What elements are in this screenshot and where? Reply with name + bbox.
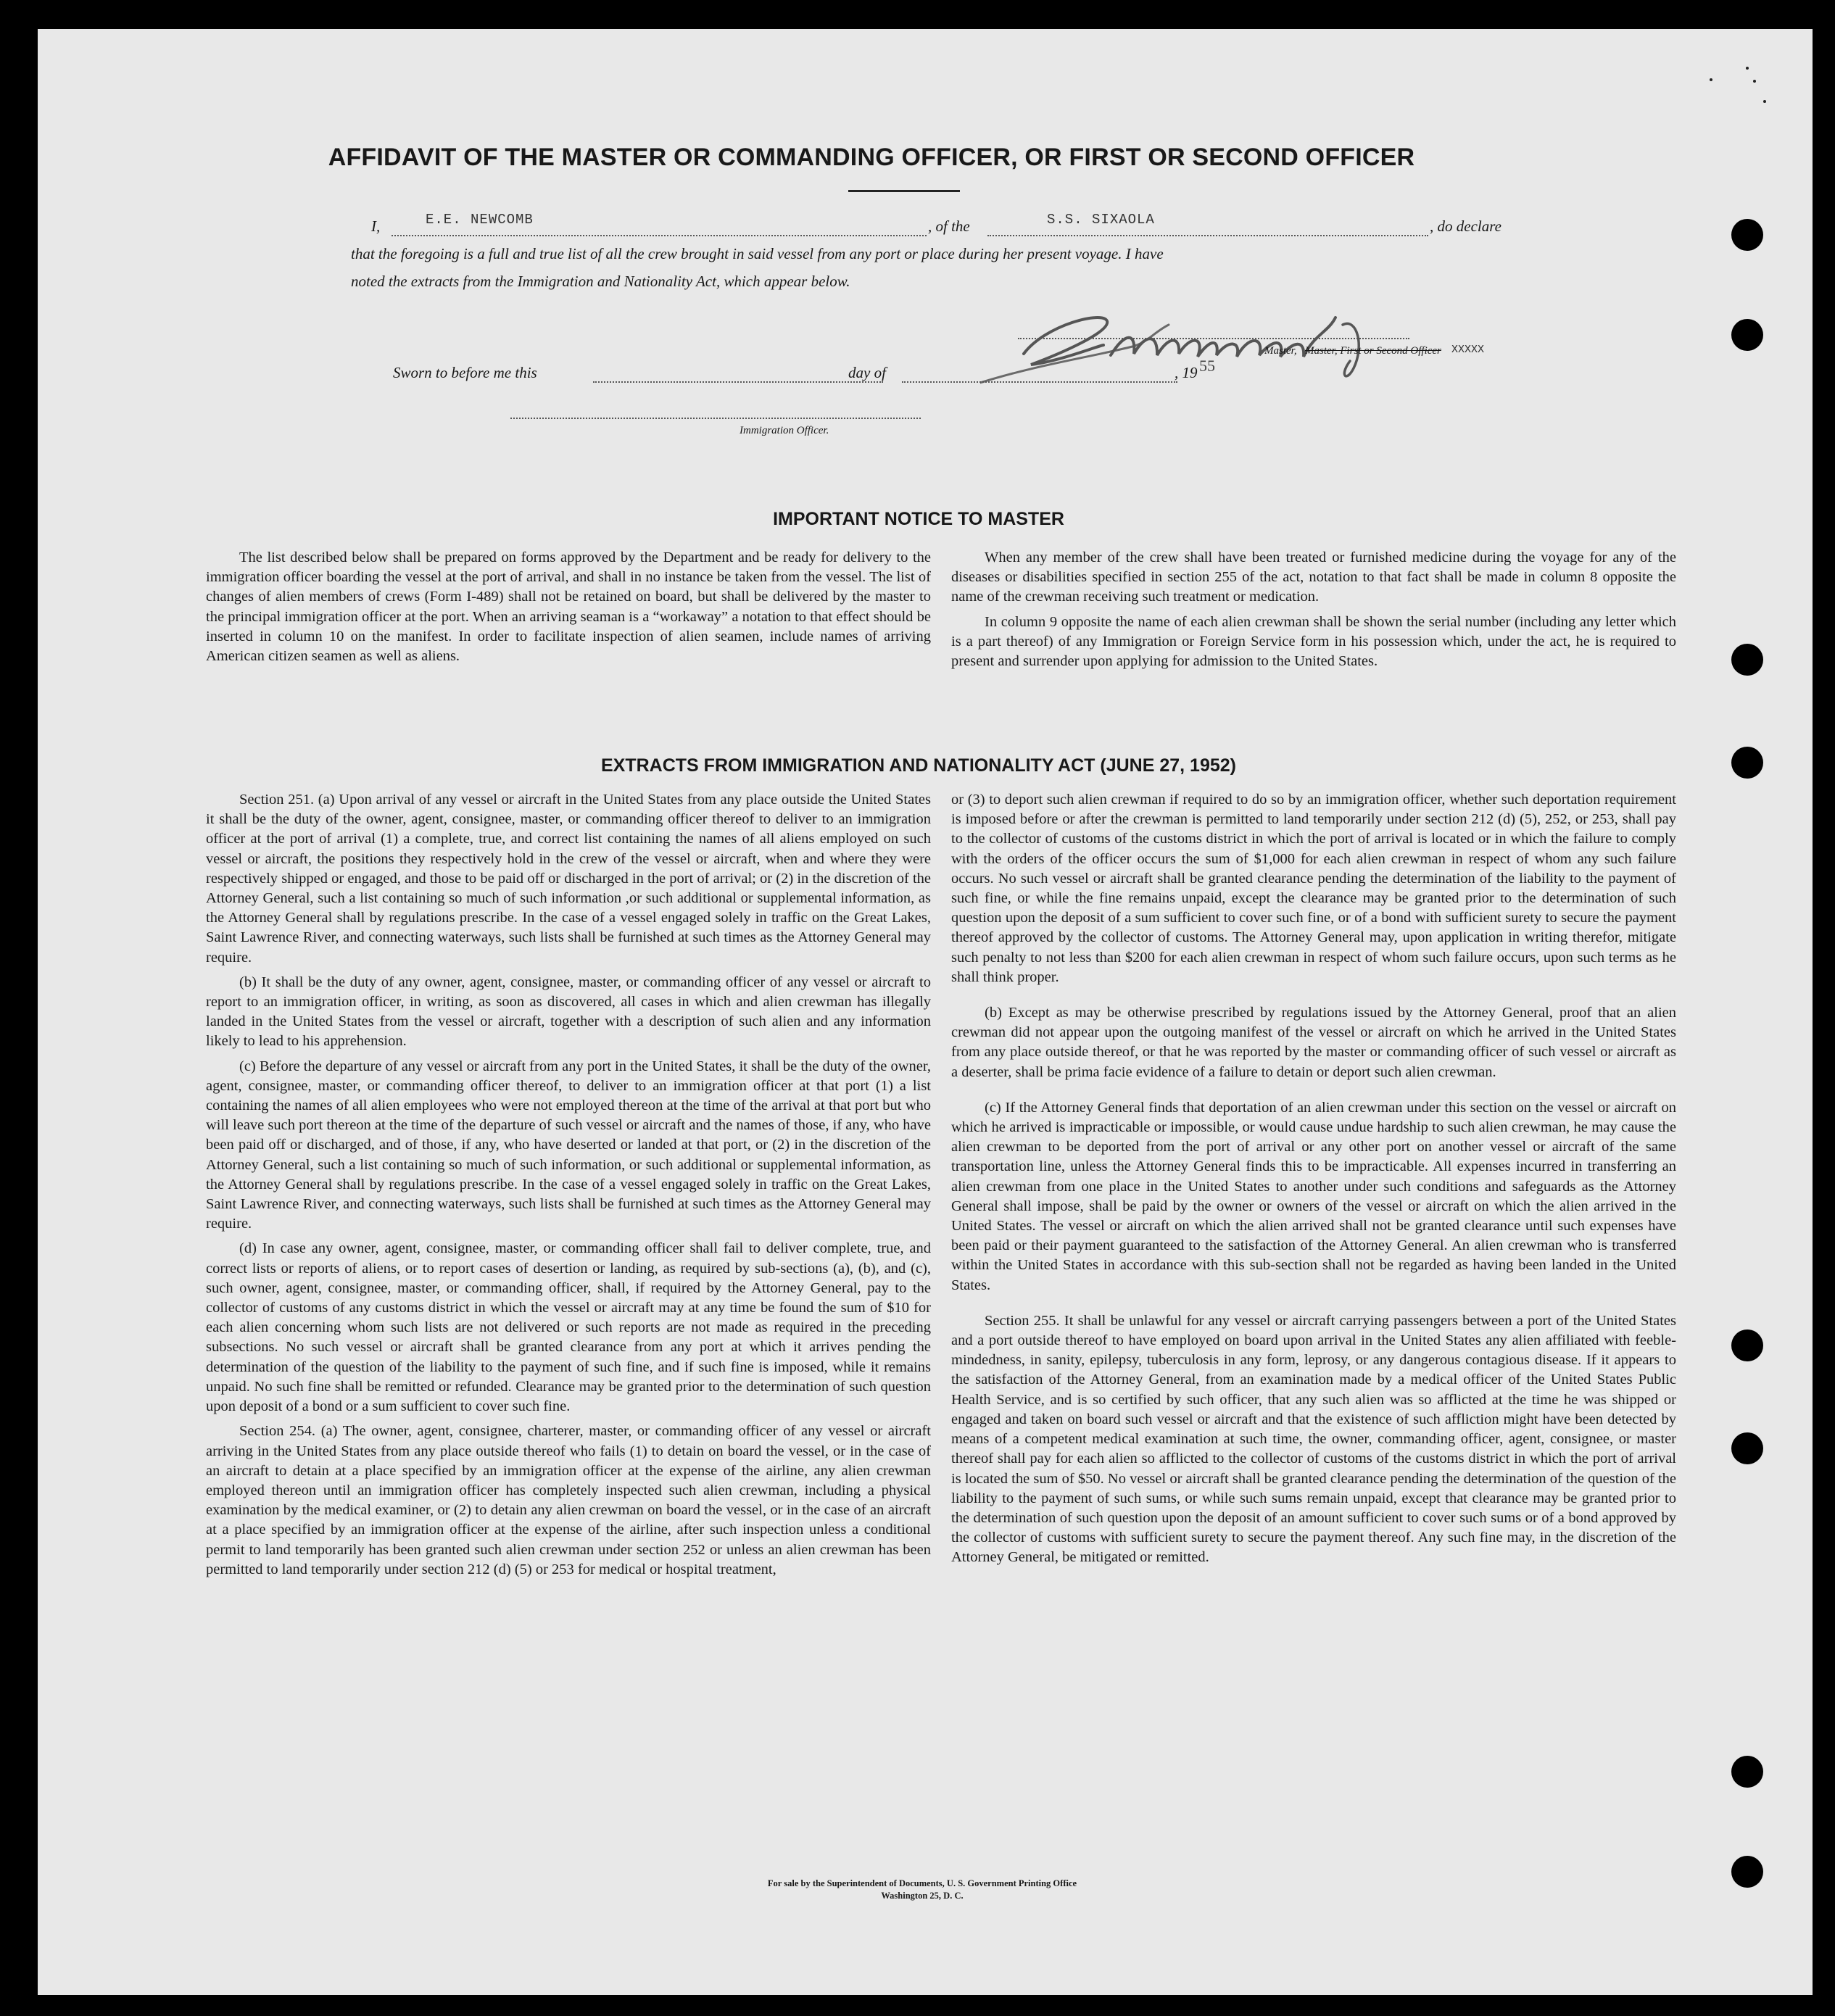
declaration-line-3: noted the extracts from the Immigration and Nationality Act, which appear below. <box>351 273 850 290</box>
affidavit-sheet <box>38 29 1813 1995</box>
punch-hole <box>1731 1856 1763 1888</box>
page-title: AFFIDAVIT OF THE MASTER OR COMMANDING OFFICER, OR FIRST OR SECOND OFFICER <box>328 144 1415 171</box>
punch-hole <box>1731 1756 1763 1788</box>
section-251-a: Section 251. (a) Upon arrival of any vessel or aircraft in the United States from any place outside the United States it shall be the duty of the owner, agent, consignee, master, or commanding officer thereof to deliver to an immigration officer at the port of arrival (1) a complete, true, and correct list containing the names of all aliens employed on such vessel or aircraft, the positions they respectively hold in the crew of the vessel or aircraft, when and where they were respectively shipped or engaged, and those to be paid off or discharged in the port of arrival; or (2) in the discretion of the Attorney General, such a list containing so much of such information ,or such additional or supplemental information, as the Attorney General shall by regulations prescribe. In the case of a vessel engaged solely in traffic on the Great Lakes, Saint Lawrence River, and connecting waterways, such lists shall be furnished at such times as the Attorney General may require. <box>206 792 931 966</box>
printing-office-footer <box>38 1878 1807 1902</box>
declaration-i-label: I, <box>371 217 381 235</box>
signature-caption-struck: Master, First or Second Officer <box>1305 345 1441 357</box>
scan-speck <box>1710 78 1712 81</box>
section-254-a-continued: or (3) to deport such alien crewman if required to do so by an immigration officer, whether such deportation requirement is imposed before or after the crewman is permitted to land temporarily under section 212 (d) (5), 252, or 253, shall pay to the collector of customs of the customs district in which the port of arrival is located or in which the failure to comply with the orders of the officer occurs the sum of $1,000 for each alien crewman in respect of whom any such failure occurs. No such vessel or aircraft shall be granted clearance pending the determination of the liability to the payment of such fine, or while the fine remains unpaid, except the clearance may be granted prior to the determination of such question upon the deposit of a sum sufficient to cover such fine, or of a bond with sufficient surety to secure the payment thereof approved by the collector of customs. The Attorney General may, upon application in writing therefor, mitigate such penalty to not less than $200 for each alien crewman in respect of whom such failure occurs, upon such terms as he shall think proper. <box>951 792 1676 985</box>
scan-speck <box>1746 67 1749 70</box>
section-254-a: Section 254. (a) The owner, agent, consignee, charterer, master, or commanding officer of any vessel or aircraft arriving in the United States from any place outside thereof who fails (1) to detain on board the vessel, or in the case of an aircraft to detain at a place specified by an immigration officer at the expense of the airline, any alien crewman employed thereon until an immigration officer has completely inspected such alien crewman, including a physical examination by the medical examiner, or (2) to detain any alien crewman on board the vessel, or in the case of an aircraft at a place specified by an immigration officer at the expense of the airline, after such inspection unless a conditional permit to land temporarily has been granted such alien crewman under section 252 or unless an alien crewman has been permitted to land temporarily under section 212 (d) (5) or 253 for medical or hospital treatment, <box>206 1423 931 1577</box>
signature-strike-over: XXXXX <box>1451 344 1485 356</box>
punch-hole <box>1731 219 1763 251</box>
scan-speck <box>1753 80 1756 83</box>
scan-speck <box>1763 100 1766 103</box>
footer-line-1: For sale by the Superintendent of Documents, U. S. Government Printing Office <box>767 1878 1077 1888</box>
notice-left-column <box>206 548 931 671</box>
title-underline <box>848 190 960 192</box>
year-prefix-label: , 19 <box>1175 364 1198 381</box>
name-blank-line <box>392 235 927 236</box>
notice-right-paragraph-2: In column 9 opposite the name of each alien crewman shall be shown the serial number (including any letter which is a part thereof) of any Immigration or Foreign Service form in his possession which, under the act, he is required to present and surrender upon applying for admission to the United States. <box>951 613 1676 670</box>
of-the-label: , of the <box>928 217 970 235</box>
signature-line <box>1018 338 1409 339</box>
extracts-left-column <box>206 790 931 1585</box>
master-name-field: E.E. NEWCOMB <box>426 212 534 228</box>
declaration-line-2: that the foregoing is a full and true list of all the crew brought in said vessel from any port or place during her present voyage. I have <box>351 245 1164 262</box>
year-field: 55 <box>1199 357 1215 375</box>
punch-hole <box>1731 644 1763 676</box>
section-251-d: (d) In case any owner, agent, consignee, master, or commanding officer shall fail to deliver complete, true, and correct lists or reports of aliens, or to report cases of desertion or landing, as required by sub-sections (a), (b), and (c), such owner, agent, consignee, master, or commanding officer, shall, if required by the Attorney General, pay to the collector of customs of any customs district in which the vessel or aircraft may at any time be found the sum of $10 for each alien concerning whom such lists are not delivered or such reports are not made as required in the preceding subsections. No such vessel or aircraft shall be granted clearance from any port at which it arrives pending the determination of the question of the liability to the payment of such fine, and if such fine is imposed, while it remains unpaid. No such fine shall be remitted or refunded. Clearance may be granted prior to the determination of such question upon deposit of a bond or a sum sufficient to cover such fine. <box>206 1240 931 1415</box>
section-254-b: (b) Except as may be otherwise prescribed by regulations issued by the Attorney General, proof that an alien crewman did not appear upon the outgoing manifest of the vessel or aircraft on which he arrived in the United States from any place outside thereof, or that he was reported by the master or commanding officer of such vessel or aircraft as a deserter, shall be prima facie evidence of a failure to detain or deport such alien crewman. <box>951 1005 1676 1080</box>
notice-right-column <box>951 548 1676 676</box>
footer-line-2: Washington 25, D. C. <box>881 1891 964 1901</box>
do-declare-label: , do declare <box>1430 217 1501 235</box>
sworn-month-blank <box>902 381 1177 383</box>
extracts-heading: EXTRACTS FROM IMMIGRATION AND NATIONALITY ACT (JUNE 27, 1952) <box>601 755 1236 776</box>
punch-hole <box>1731 1330 1763 1361</box>
immigration-officer-caption: Immigration Officer. <box>740 425 829 436</box>
notice-heading: IMPORTANT NOTICE TO MASTER <box>773 509 1064 529</box>
sworn-label: Sworn to before me this <box>393 364 537 381</box>
section-251-b: (b) It shall be the duty of any owner, agent, consignee, master, or commanding officer of any vessel or aircraft to report to an immigration officer, in writing, as soon as discovered, all cases in which and alien crewman has illegally landed in the United States from the vessel or aircraft, together with a description of such alien and any information likely to lead to his apprehension. <box>206 974 931 1050</box>
punch-hole <box>1731 319 1763 351</box>
vessel-name-field: S.S. SIXAOLA <box>1047 212 1155 228</box>
section-254-c: (c) If the Attorney General finds that deportation of an alien crewman under this section on the vessel or aircraft on which he arrived is impracticable or impossible, or would cause undue hardship to such alien crewman, he may cause the alien crewman to be deported from the port of arrival or any other port on another vessel or aircraft of the same transportation line, unless the Attorney General finds this to be impracticable. All expenses incurred in transferring an alien crewman from one place in the United States to another under such conditions and safeguards as the Attorney General shall impose, shall be paid by the owner or owners of the vessel or aircraft on which the alien arrived in the United States. The vessel or aircraft on which the alien arrived shall not be granted clearance until such expenses have been paid or their payment guaranteed to the satisfaction of the Attorney General. An alien crewman who is transferred within the United States in accordance with this sub-section shall not be regarded as having been landed in the United States. <box>951 1099 1676 1293</box>
extracts-right-column <box>951 790 1676 1573</box>
day-of-label: day of <box>848 364 886 381</box>
immigration-officer-line <box>510 418 921 419</box>
vessel-blank-line <box>987 235 1428 236</box>
section-255: Section 255. It shall be unlawful for any vessel or aircraft carrying passengers between a port of the United States and a port outside thereof to have employed on board upon arrival in the United States any alien affiliated with feeble-mindedness, in sanity, epilepsy, tuberculosis in any form, leprosy, or any dangerous contagious disease. If it appears to the satisfaction of the Attorney General, from an examination made by a medical officer of the United States Public Health Service, and is so certified by such officer, that any such alien was so afflicted at the time he was shipped or engaged and taken on board such vessel or aircraft and that the existence of such affliction might have been detected by means of a competent medical examination at such time, the owner, commanding officer, agent, consignee, or master thereof shall pay for each alien so afflicted to the collector of customs of the customs district in which the port of arrival is located the sum of $50. No vessel or aircraft shall be granted clearance pending the determination of the question of the liability to the payment of such sums, or while such sums remain unpaid, except that clearance may be granted prior to the determination of such question upon the deposit of an amount sufficient to cover such sums or of a bond approved by the collector of customs with sufficient surety to secure the payment thereof. Any such fine may, in the discretion of the Attorney General, be mitigated or remitted. <box>951 1312 1676 1566</box>
notice-left-paragraph: The list described below shall be prepared on forms approved by the Department and be ready for delivery to the immigration officer boarding the vessel at the port of arrival, and shall in no instance be taken from the vessel. The list of changes of alien members of crews (Form I-489) shall not be retained on board, but shall be delivered by the master to the principal immigration officer at the port. When an arriving seaman is a “workaway” a notation to that effect should be inserted in column 10 on the manifest. In order to facilitate inspection of alien seamen, include names of arriving American citizen seamen as well as aliens. <box>206 549 931 665</box>
signature-caption-prefix: Master, <box>1264 345 1297 357</box>
notice-right-paragraph-1: When any member of the crew shall have been treated or furnished medicine during the voyage for any of the diseases or disabilities specified in section 255 of the act, notation to that fact shall be made in column 8 opposite the name of the crewman receiving such treatment or medication. <box>951 549 1676 605</box>
punch-hole <box>1731 747 1763 779</box>
section-251-c: (c) Before the departure of any vessel or aircraft from any port in the United States, it shall be the duty of the owner, agent, consignee, master, or commanding officer thereof, to deliver to an immigration officer at that port (1) a list containing the names of all alien employees who were not employed thereon at the time of the arrival at that port but who will leave such port thereon at the time of the departure of such vessel or aircraft and the names of those, if any, who have been paid off or discharged, and of those, if any, who have deserted or landed at that port, or (2) in the discretion of the Attorney General, such a list containing so much of such information, or such additional or supplemental information, as the Attorney General shall by regulations prescribe. In the case of a vessel engaged solely in traffic on the Great Lakes, Saint Lawrence River, and connecting waterways, such lists shall be furnished at such times as the Attorney General may require. <box>206 1058 931 1232</box>
sworn-day-blank <box>593 381 883 383</box>
punch-hole <box>1731 1432 1763 1464</box>
